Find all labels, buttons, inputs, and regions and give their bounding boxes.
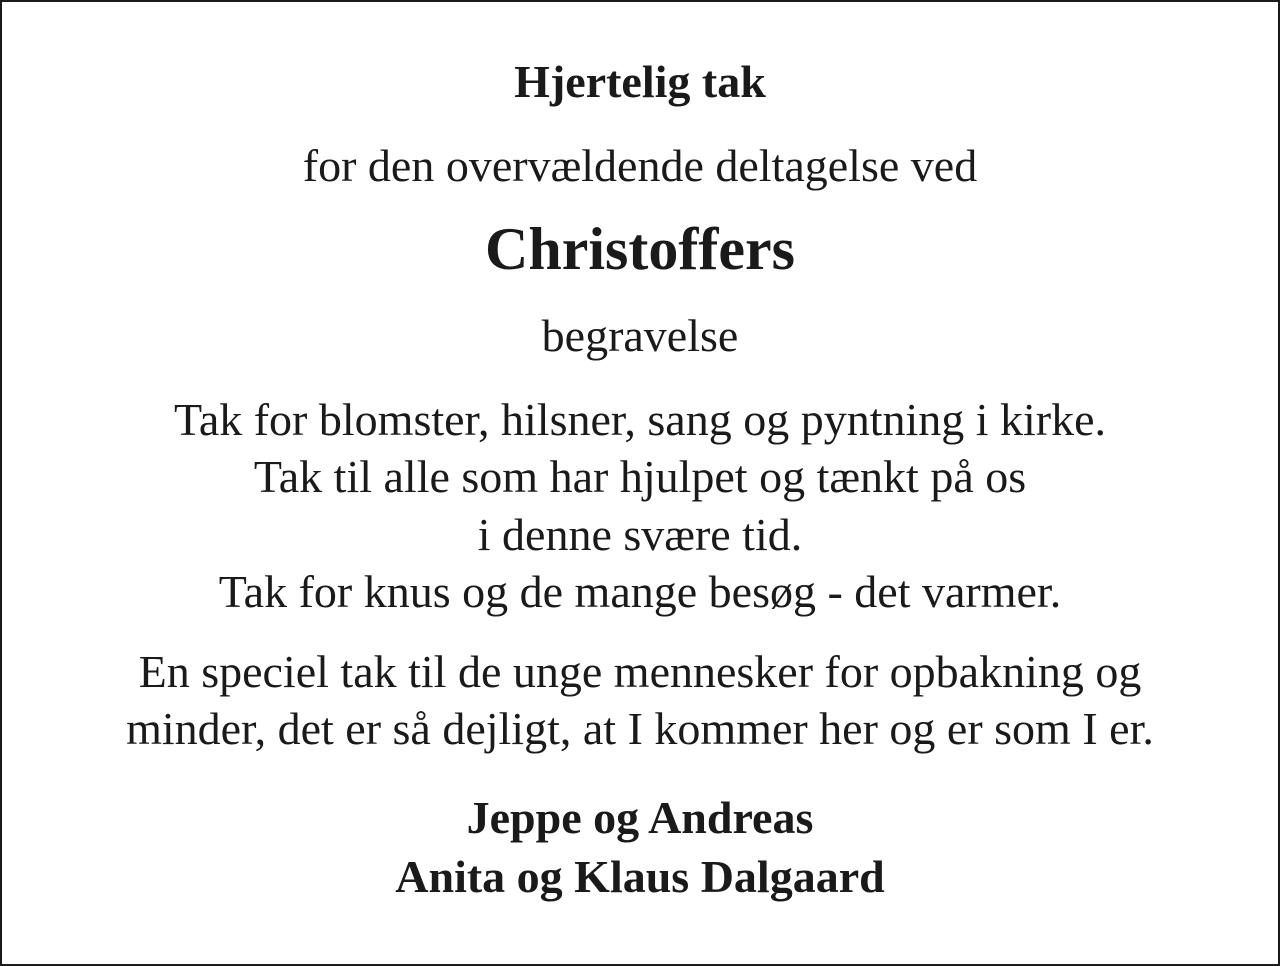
thanks-line-3: i denne svære tid. — [477, 509, 803, 560]
special-thanks-line-1: En speciel tak til de unge mennesker for opbakning og — [138, 646, 1142, 697]
signature-line-2: Anita og Klaus Dalgaard — [395, 851, 885, 902]
thanks-line-1: Tak for blomster, hilsner, sang og pyntning i kirke. — [173, 394, 1107, 445]
thanks-line-4: Tak for knus og de mange besøg - det varmer. — [218, 566, 1062, 617]
special-thanks-line-2: minder, det er så dejligt, at I kommer her og er som I er. — [126, 703, 1154, 754]
notice-occasion: begravelse — [541, 310, 739, 361]
deceased-name: Christoffers — [485, 216, 795, 282]
notice-intro: for den overvældende deltagelse ved — [302, 140, 978, 191]
signature-line-1: Jeppe og Andreas — [466, 792, 814, 843]
thanks-line-2: Tak til alle som har hjulpet og tænkt på os — [253, 451, 1027, 502]
notice-heading: Hjertelig tak — [514, 56, 766, 107]
